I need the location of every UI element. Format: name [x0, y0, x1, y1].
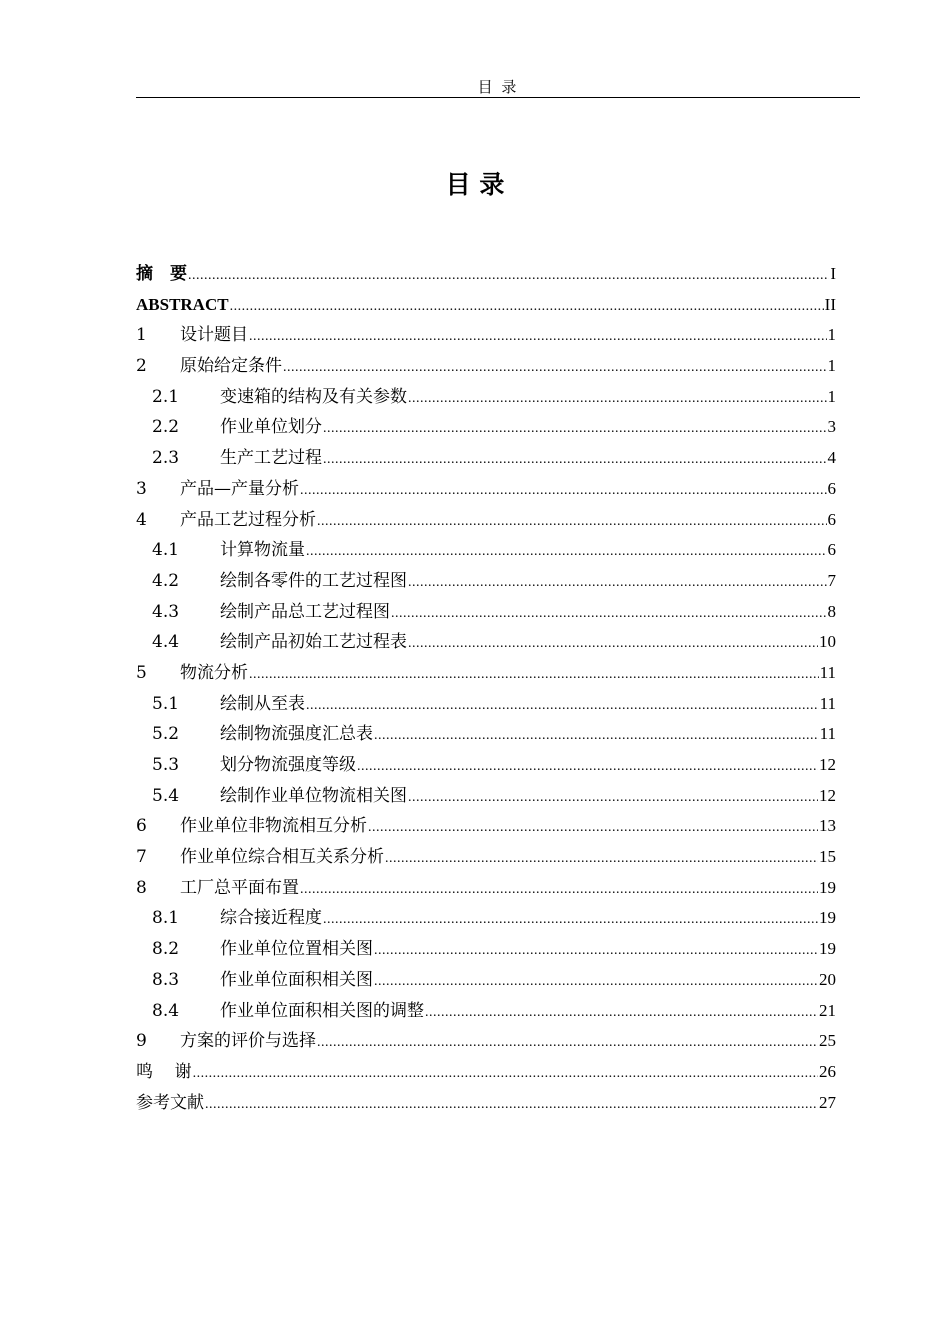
dot-leader [249, 322, 827, 353]
toc-entry-title: 作业单位面积相关图的调整 [220, 1000, 424, 1021]
dot-leader [374, 967, 818, 998]
toc-entry-page-number: 6 [827, 509, 836, 529]
dot-leader [205, 1090, 818, 1121]
toc-entry-number: 6 [136, 816, 147, 837]
toc-entry[interactable] [136, 781, 836, 812]
toc-entry-title: 划分物流强度等级 [220, 755, 356, 775]
table-of-contents [136, 259, 836, 1118]
toc-entry-title: ABSTRACT [136, 294, 229, 314]
toc-entry-number: 8.1 [152, 908, 180, 929]
toc-entry-page-number: II [824, 294, 836, 314]
toc-entry-title: 作业单位面积相关图 [220, 969, 373, 990]
dot-leader [408, 783, 818, 814]
toc-entry[interactable] [136, 412, 836, 443]
dot-leader [323, 414, 827, 445]
toc-entry-number: 8.4 [152, 1000, 180, 1021]
toc-entry[interactable] [136, 1057, 836, 1088]
dot-leader [374, 721, 819, 752]
toc-entry[interactable] [136, 443, 836, 474]
toc-entry-number: 3 [136, 478, 147, 499]
toc-entry-number: 2.2 [152, 417, 180, 438]
toc-entry-number: 4.3 [152, 601, 180, 622]
dot-leader [385, 844, 818, 875]
toc-entry[interactable] [136, 689, 836, 720]
toc-entry[interactable] [136, 597, 836, 628]
toc-entry-title: 产品工艺过程分析 [180, 509, 316, 530]
toc-entry[interactable] [136, 903, 836, 934]
toc-entry-page-number: 27 [819, 1092, 836, 1112]
toc-entry[interactable] [136, 320, 836, 351]
toc-entry-page-number: 10 [819, 632, 836, 652]
toc-entry-title: 作业单位划分 [220, 417, 322, 438]
toc-entry[interactable] [136, 351, 836, 382]
toc-entry[interactable] [136, 811, 836, 842]
toc-entry-title: 计算物流量 [220, 540, 305, 561]
toc-entry[interactable] [136, 996, 836, 1027]
toc-entry[interactable] [136, 382, 836, 413]
dot-leader [408, 384, 827, 415]
toc-entry-page-number: 19 [819, 877, 836, 897]
toc-entry-number: 4.4 [152, 632, 180, 653]
dot-leader [323, 905, 818, 936]
toc-entry-number: 5.3 [152, 755, 180, 775]
toc-entry-number: 5 [136, 662, 147, 683]
toc-entry-page-number: 1 [827, 386, 836, 406]
dot-leader [374, 936, 818, 967]
toc-entry-page-number: 7 [827, 570, 836, 590]
toc-entry-page-number: 8 [827, 601, 836, 621]
toc-entry-page-number: 12 [819, 785, 836, 805]
toc-entry-title: 产品—产量分析 [180, 478, 299, 499]
toc-entry-title: 变速箱的结构及有关参数 [220, 386, 407, 407]
dot-leader [283, 353, 827, 384]
toc-entry-number: 5.2 [152, 724, 180, 745]
dot-leader [425, 998, 818, 1029]
toc-entry-page-number: 3 [827, 417, 836, 437]
toc-entry-page-number: 19 [819, 908, 836, 928]
header-rule [136, 97, 860, 98]
toc-entry[interactable] [136, 873, 836, 904]
dot-leader [300, 875, 818, 906]
toc-entry-page-number: 13 [819, 816, 836, 836]
dot-leader [230, 292, 824, 323]
toc-entry-page-number: 4 [827, 448, 836, 468]
toc-entry-title: 参考文献 [136, 1092, 204, 1113]
toc-entry[interactable] [136, 965, 836, 996]
toc-entry-title: 绘制各零件的工艺过程图 [220, 570, 407, 591]
toc-entry[interactable] [136, 290, 836, 321]
toc-entry[interactable] [136, 719, 836, 750]
toc-entry-title: 绘制物流强度汇总表 [220, 724, 373, 745]
dot-leader [188, 261, 829, 292]
toc-entry-page-number: 26 [819, 1061, 836, 1081]
toc-entry-number: 5.1 [152, 693, 180, 714]
toc-entry-title: 绘制从至表 [220, 693, 305, 714]
toc-entry-page-number: 11 [819, 724, 836, 744]
dot-leader [193, 1059, 818, 1090]
toc-entry[interactable] [136, 259, 836, 290]
toc-entry-title: 摘 要 [136, 264, 187, 283]
toc-entry-title: 作业单位位置相关图 [220, 939, 373, 960]
toc-entry-number: 4.2 [152, 570, 180, 591]
toc-entry-page-number: 1 [827, 325, 836, 345]
toc-entry-title: 作业单位综合相互关系分析 [180, 847, 384, 868]
toc-entry-title: 绘制产品初始工艺过程表 [220, 632, 407, 653]
toc-entry-title: 物流分析 [180, 662, 248, 683]
toc-entry-title: 工厂总平面布置 [180, 877, 299, 898]
toc-entry[interactable] [136, 474, 836, 505]
toc-entry-page-number: 25 [819, 1031, 836, 1051]
toc-entry-page-number: 21 [819, 1000, 836, 1020]
dot-leader [408, 629, 818, 660]
dot-leader [368, 813, 818, 844]
toc-entry-number: 8 [136, 877, 147, 898]
dot-leader [408, 568, 827, 599]
toc-entry-title: 综合接近程度 [220, 908, 322, 929]
toc-entry-number: 1 [136, 325, 147, 346]
toc-entry-title: 设计题目 [180, 325, 248, 346]
toc-entry[interactable] [136, 1088, 836, 1119]
toc-entry-number: 8.2 [152, 939, 180, 960]
dot-leader [357, 752, 818, 783]
page-title: 目 录 [445, 170, 505, 199]
toc-entry-number: 4.1 [152, 540, 180, 561]
toc-entry-title: 鸣 谢 [136, 1061, 192, 1082]
toc-entry-number: 5.4 [152, 785, 180, 806]
dot-leader [391, 599, 827, 630]
toc-entry-number: 4 [136, 509, 147, 530]
toc-entry-title: 绘制产品总工艺过程图 [220, 601, 390, 622]
dot-leader [306, 691, 819, 722]
toc-entry-number: 8.3 [152, 969, 180, 990]
toc-entry-page-number: 11 [819, 662, 836, 682]
toc-entry[interactable] [136, 658, 836, 689]
toc-entry-number: 2 [136, 356, 147, 377]
dot-leader [323, 445, 827, 476]
toc-entry[interactable] [136, 750, 836, 781]
dot-leader [306, 537, 827, 568]
toc-entry[interactable] [136, 505, 836, 536]
toc-entry-page-number: 19 [819, 939, 836, 959]
toc-entry-title: 作业单位非物流相互分析 [180, 816, 367, 837]
dot-leader [317, 1028, 818, 1059]
toc-entry-title: 绘制作业单位物流相关图 [220, 785, 407, 806]
toc-entry-page-number: 11 [819, 693, 836, 713]
toc-entry-number: 2.3 [152, 448, 180, 469]
toc-entry-page-number: 15 [819, 847, 836, 867]
toc-entry-number: 9 [136, 1031, 147, 1052]
toc-entry-page-number: 20 [819, 969, 836, 989]
toc-entry[interactable] [136, 566, 836, 597]
toc-entry-page-number: 12 [819, 755, 836, 774]
toc-entry-page-number: 6 [827, 478, 836, 498]
toc-entry-page-number: 6 [827, 540, 836, 560]
toc-entry[interactable] [136, 934, 836, 965]
toc-entry[interactable] [136, 535, 836, 566]
dot-leader [249, 660, 819, 691]
toc-entry[interactable] [136, 842, 836, 873]
toc-entry-number: 7 [136, 847, 147, 868]
toc-entry-number: 2.1 [152, 386, 180, 407]
dot-leader [317, 507, 827, 538]
toc-entry[interactable] [136, 627, 836, 658]
toc-entry-title: 方案的评价与选择 [180, 1031, 316, 1052]
toc-entry-title: 原始给定条件 [180, 356, 282, 377]
dot-leader [300, 476, 827, 507]
toc-entry-page-number: I [830, 264, 836, 283]
toc-entry[interactable] [136, 1026, 836, 1057]
toc-entry-page-number: 1 [827, 356, 836, 376]
toc-entry-title: 生产工艺过程 [220, 448, 322, 469]
running-header: 目 录 [477, 78, 519, 96]
